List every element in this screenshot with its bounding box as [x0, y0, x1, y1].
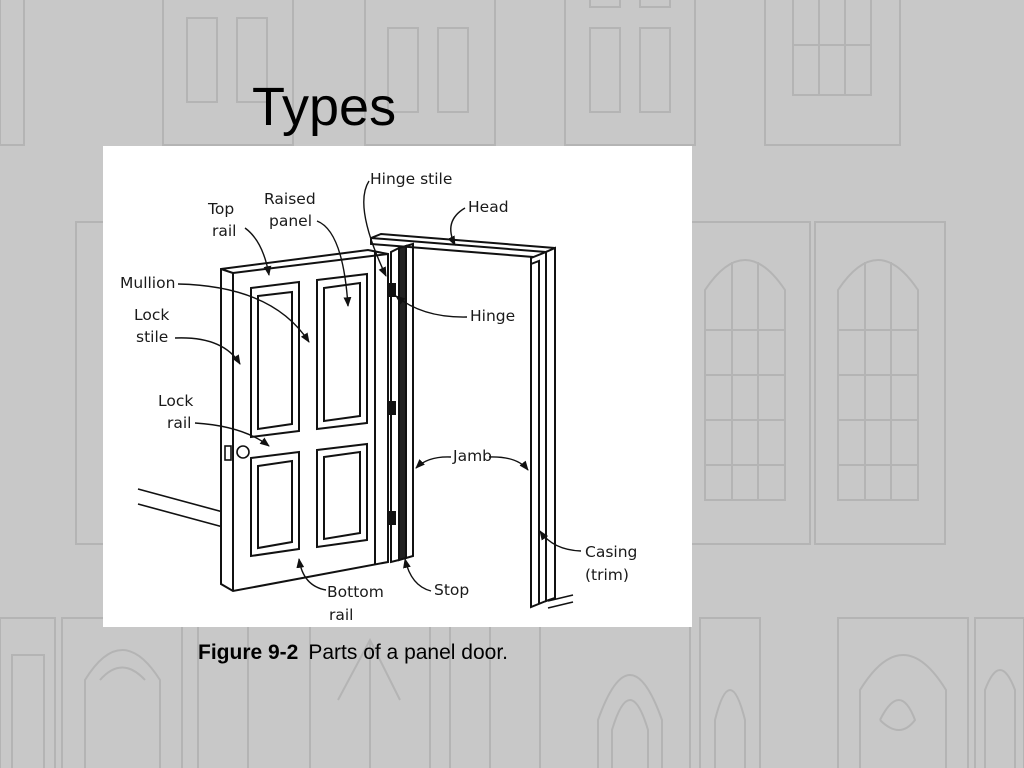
label-mullion: Mullion: [120, 274, 176, 292]
door-diagram-figure: [103, 146, 692, 627]
label-raised-panel: Raised panel: [264, 190, 316, 230]
door-frame: [371, 234, 555, 607]
arrow-jamb-right: [489, 457, 528, 470]
label-bottom-rail: Bottom rail: [327, 583, 384, 624]
slide-title: Types: [252, 77, 397, 137]
label-hinge: Hinge: [470, 307, 516, 325]
label-stop: Stop: [434, 581, 470, 599]
label-casing-trim: Casing (trim): [585, 543, 638, 584]
arrow-jamb-left: [416, 457, 451, 468]
label-hinge-stile: Hinge stile: [370, 170, 453, 188]
figure-number: Figure 9-2: [198, 641, 299, 664]
label-lock-stile: Lock stile: [134, 306, 170, 346]
figure-caption-text: Parts of a panel door.: [308, 641, 508, 664]
label-lock-rail: Lock rail: [158, 392, 194, 432]
arrow-stop: [405, 559, 431, 591]
panel-door-drawing: [103, 146, 692, 627]
figure-caption: [198, 641, 508, 665]
label-head: Head: [468, 198, 509, 216]
label-top-rail: Top rail: [208, 200, 237, 240]
label-jamb: Jamb: [453, 447, 493, 465]
door-slab: [221, 250, 388, 591]
